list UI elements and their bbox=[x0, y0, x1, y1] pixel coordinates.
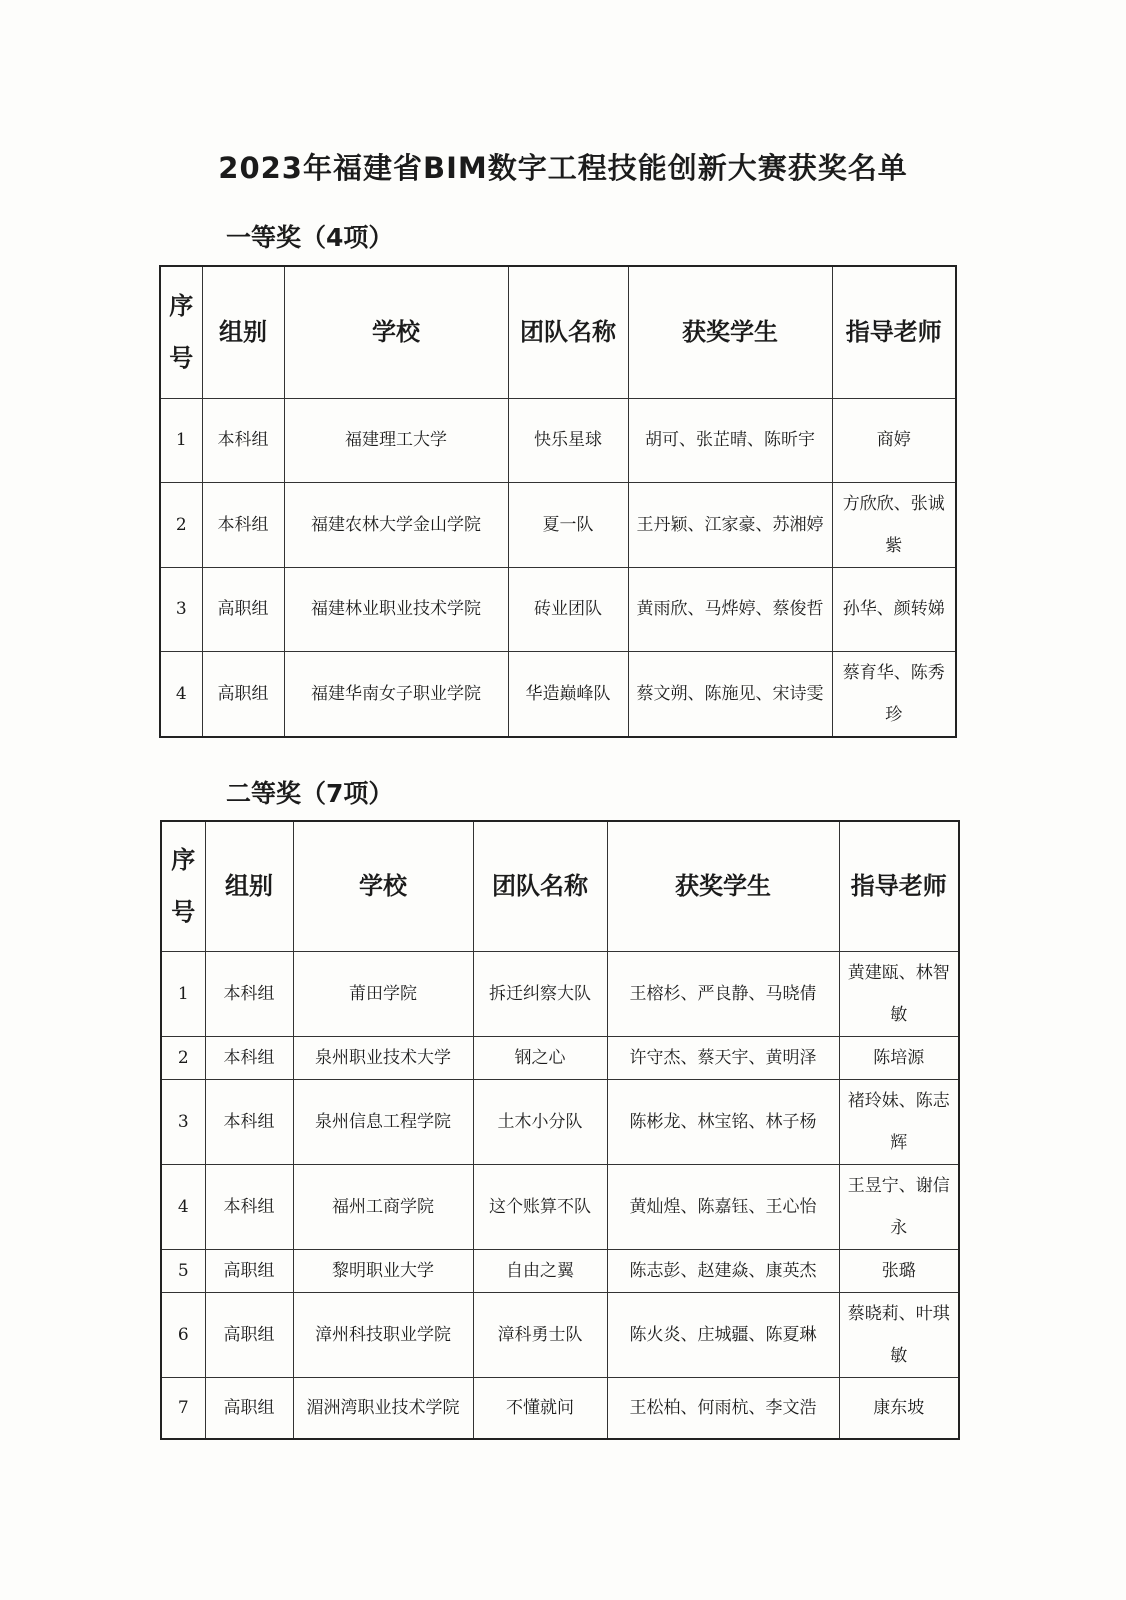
table-row bbox=[161, 1249, 959, 1292]
cell-school: 湄洲湾职业技术学院 bbox=[293, 1377, 473, 1439]
cell-team: 漳科勇士队 bbox=[473, 1292, 607, 1377]
header-team: 团队名称 bbox=[508, 266, 628, 398]
cell-advisors: 黄建瓯、林智敏 bbox=[839, 951, 959, 1036]
cell-group: 高职组 bbox=[205, 1377, 293, 1439]
table-row bbox=[161, 1079, 959, 1164]
cell-group: 高职组 bbox=[202, 651, 284, 737]
cell-students: 王丹颖、江家豪、苏湘婷 bbox=[628, 482, 832, 567]
table-row bbox=[160, 651, 956, 737]
cell-school: 福州工商学院 bbox=[293, 1164, 473, 1249]
table-header-row bbox=[161, 821, 959, 951]
second-prize-heading: 二等奖（7项） bbox=[226, 779, 394, 808]
cell-advisors: 王昱宁、谢信永 bbox=[839, 1164, 959, 1249]
cell-group: 高职组 bbox=[205, 1292, 293, 1377]
cell-group: 高职组 bbox=[202, 567, 284, 651]
first-prize-heading: 一等奖（4项） bbox=[226, 223, 394, 252]
cell-team: 快乐星球 bbox=[508, 398, 628, 482]
cell-school: 福建农林大学金山学院 bbox=[284, 482, 508, 567]
cell-index: 4 bbox=[161, 1164, 205, 1249]
cell-index: 2 bbox=[160, 482, 202, 567]
cell-students: 黄灿煌、陈嘉钰、王心怡 bbox=[607, 1164, 839, 1249]
cell-school: 福建林业职业技术学院 bbox=[284, 567, 508, 651]
header-school: 学校 bbox=[293, 821, 473, 951]
cell-advisors: 张璐 bbox=[839, 1249, 959, 1292]
header-advisors: 指导老师 bbox=[839, 821, 959, 951]
cell-students: 许守杰、蔡天宇、黄明泽 bbox=[607, 1036, 839, 1079]
cell-team: 自由之翼 bbox=[473, 1249, 607, 1292]
cell-students: 黄雨欣、马烨婷、蔡俊哲 bbox=[628, 567, 832, 651]
cell-team: 华造巅峰队 bbox=[508, 651, 628, 737]
cell-team: 砖业团队 bbox=[508, 567, 628, 651]
table-row bbox=[160, 398, 956, 482]
cell-index: 6 bbox=[161, 1292, 205, 1377]
cell-school: 泉州信息工程学院 bbox=[293, 1079, 473, 1164]
cell-team: 拆迁纠察大队 bbox=[473, 951, 607, 1036]
cell-advisors: 康东坡 bbox=[839, 1377, 959, 1439]
header-advisors: 指导老师 bbox=[832, 266, 956, 398]
document-title: 2023年福建省BIM数字工程技能创新大赛获奖名单 bbox=[218, 151, 908, 185]
cell-students: 蔡文朔、陈施见、宋诗雯 bbox=[628, 651, 832, 737]
table-row bbox=[161, 1292, 959, 1377]
cell-group: 本科组 bbox=[205, 1036, 293, 1079]
header-index: 序号 bbox=[160, 266, 202, 398]
cell-team: 土木小分队 bbox=[473, 1079, 607, 1164]
cell-team: 夏一队 bbox=[508, 482, 628, 567]
cell-students: 陈火炎、庄城疆、陈夏琳 bbox=[607, 1292, 839, 1377]
header-team: 团队名称 bbox=[473, 821, 607, 951]
cell-advisors: 褚玲妹、陈志辉 bbox=[839, 1079, 959, 1164]
cell-advisors: 方欣欣、张诚紫 bbox=[832, 482, 956, 567]
cell-index: 4 bbox=[160, 651, 202, 737]
cell-index: 7 bbox=[161, 1377, 205, 1439]
cell-school: 泉州职业技术大学 bbox=[293, 1036, 473, 1079]
cell-advisors: 孙华、颜转娣 bbox=[832, 567, 956, 651]
first-prize-table bbox=[159, 265, 957, 738]
table-row bbox=[161, 1377, 959, 1439]
cell-index: 3 bbox=[160, 567, 202, 651]
cell-index: 1 bbox=[160, 398, 202, 482]
cell-team: 不懂就问 bbox=[473, 1377, 607, 1439]
second-prize-table bbox=[160, 820, 960, 1440]
cell-students: 陈志彭、赵建焱、康英杰 bbox=[607, 1249, 839, 1292]
cell-advisors: 陈培源 bbox=[839, 1036, 959, 1079]
cell-advisors: 商婷 bbox=[832, 398, 956, 482]
cell-school: 莆田学院 bbox=[293, 951, 473, 1036]
table-header-row bbox=[160, 266, 956, 398]
table-row bbox=[160, 482, 956, 567]
header-index: 序号 bbox=[161, 821, 205, 951]
cell-group: 本科组 bbox=[202, 482, 284, 567]
table-row bbox=[161, 1036, 959, 1079]
header-school: 学校 bbox=[284, 266, 508, 398]
cell-group: 本科组 bbox=[205, 1079, 293, 1164]
table-row bbox=[160, 567, 956, 651]
cell-school: 福建华南女子职业学院 bbox=[284, 651, 508, 737]
cell-students: 王松柏、何雨杭、李文浩 bbox=[607, 1377, 839, 1439]
table-row bbox=[161, 951, 959, 1036]
cell-school: 福建理工大学 bbox=[284, 398, 508, 482]
header-students: 获奖学生 bbox=[628, 266, 832, 398]
cell-students: 胡可、张芷晴、陈昕宇 bbox=[628, 398, 832, 482]
cell-school: 黎明职业大学 bbox=[293, 1249, 473, 1292]
header-group: 组别 bbox=[205, 821, 293, 951]
header-group: 组别 bbox=[202, 266, 284, 398]
cell-advisors: 蔡晓莉、叶琪敏 bbox=[839, 1292, 959, 1377]
cell-index: 3 bbox=[161, 1079, 205, 1164]
cell-index: 1 bbox=[161, 951, 205, 1036]
cell-group: 本科组 bbox=[202, 398, 284, 482]
cell-index: 2 bbox=[161, 1036, 205, 1079]
cell-group: 高职组 bbox=[205, 1249, 293, 1292]
cell-group: 本科组 bbox=[205, 951, 293, 1036]
cell-students: 陈彬龙、林宝铭、林子杨 bbox=[607, 1079, 839, 1164]
table-row bbox=[161, 1164, 959, 1249]
cell-school: 漳州科技职业学院 bbox=[293, 1292, 473, 1377]
cell-group: 本科组 bbox=[205, 1164, 293, 1249]
cell-index: 5 bbox=[161, 1249, 205, 1292]
cell-team: 这个账算不队 bbox=[473, 1164, 607, 1249]
cell-students: 王榕杉、严良静、马晓倩 bbox=[607, 951, 839, 1036]
cell-team: 钢之心 bbox=[473, 1036, 607, 1079]
header-students: 获奖学生 bbox=[607, 821, 839, 951]
cell-advisors: 蔡育华、陈秀珍 bbox=[832, 651, 956, 737]
